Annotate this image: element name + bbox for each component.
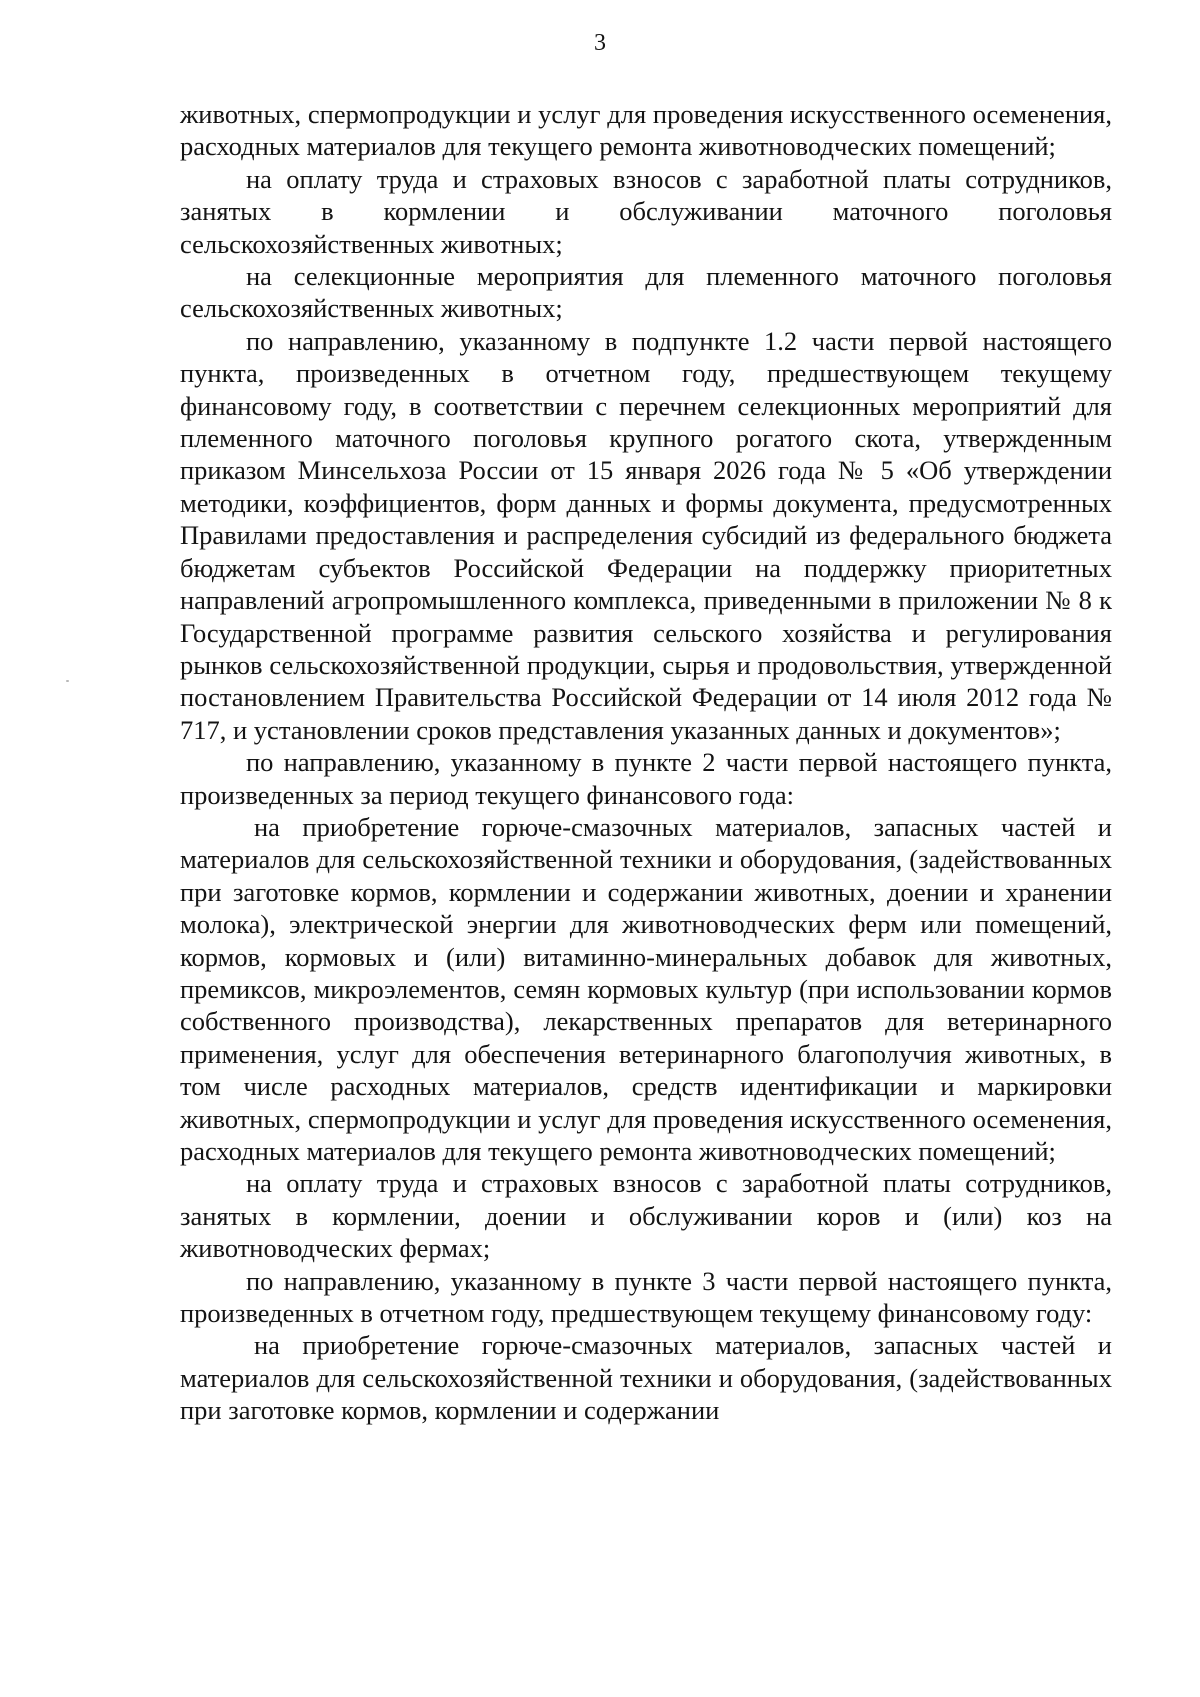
document-body (180, 98, 1112, 1427)
paragraph-fuel-materials-reporting: на приобретение горюче-смазочных материалов, запасных частей и материалов для сельскохозяйственной техники и оборудования, (задействованных при заготовке кормов, кормлении и содержании (180, 1330, 1112, 1426)
paragraph-labor-payment: на оплату труда и страховых взносов с заработной платы сотрудников, занятых в кормлении и обслуживании маточного поголовья сельскохозяйственных животных; (180, 163, 1112, 259)
paragraph-continuation: животных, спермопродукции и услуг для проведения искусственного осеменения, расходных материалов для текущего ремонта животноводческих помещений; (180, 99, 1112, 162)
paragraph-fuel-materials: на приобретение горюче-смазочных материалов, запасных частей и материалов для сельскохозяйственной техники и оборудования, (задействованных при заготовке кормов, кормлении и содержании животных, доении и хранении молока), электрической энергии для животноводческих ферм или помещений, кормов, кормовых и (или) витаминно-минеральных добавок для животных, премиксов, микроэлементов, семян кормовых культур (при использовании кормов собственного производства), лекарственных препаратов для ветеринарного применения, услуг для обеспечения ветеринарного благополучия животных, в том числе расходных материалов, средств идентификации и маркировки животных, спермопродукции и услуг для проведения искусственного осеменения, расходных материалов для текущего ремонта животноводческих помещений; (180, 811, 1112, 1166)
paragraph-clause-3: по направлению, указанному в пункте 3 части первой настоящего пункта, произведенных в отчетном году, предшествующем текущему финансовому году: (180, 1265, 1112, 1329)
scan-speck (66, 680, 69, 682)
paragraph-subclause-1-2: по направлению, указанному в подпункте 1.2 части первой настоящего пункта, произведенных в отчетном году, предшествующем текущему финансовому году, в соответствии с перечнем селекционных мероприятий для племенного маточного поголовья крупного рогатого скота, утвержденным приказом Минсельхоза России от 15 января 2026 года № 5 «Об утверждении методики, коэффициентов, форм данных и формы документа, предусмотренных Правилами предоставления и распределения субсидий из федерального бюджета бюджетам субъектов Российской Федерации на поддержку приоритетных направлений агропромышленного комплекса, приведенными в приложении № 8 к Государственной программе развития сельского хозяйства и регулирования рынков сельскохозяйственной продукции, сырья и продовольствия, утвержденной постановлением Правительства Российской Федерации от 14 июля 2012 года № 717, и установлении сроков представления указанных данных и документов»; (180, 325, 1112, 745)
page-number: 3 (594, 30, 606, 56)
paragraph-labor-payment-dairy: на оплату труда и страховых взносов с заработной платы сотрудников, занятых в кормлении, доении и обслуживании коров и (или) коз на животноводческих фермах; (180, 1168, 1112, 1264)
paragraph-selection-measures: на селекционные мероприятия для племенного маточного поголовья сельскохозяйственных животных; (180, 261, 1112, 324)
paragraph-clause-2: по направлению, указанному в пункте 2 части первой настоящего пункта, произведенных за период текущего финансового года: (180, 747, 1112, 810)
